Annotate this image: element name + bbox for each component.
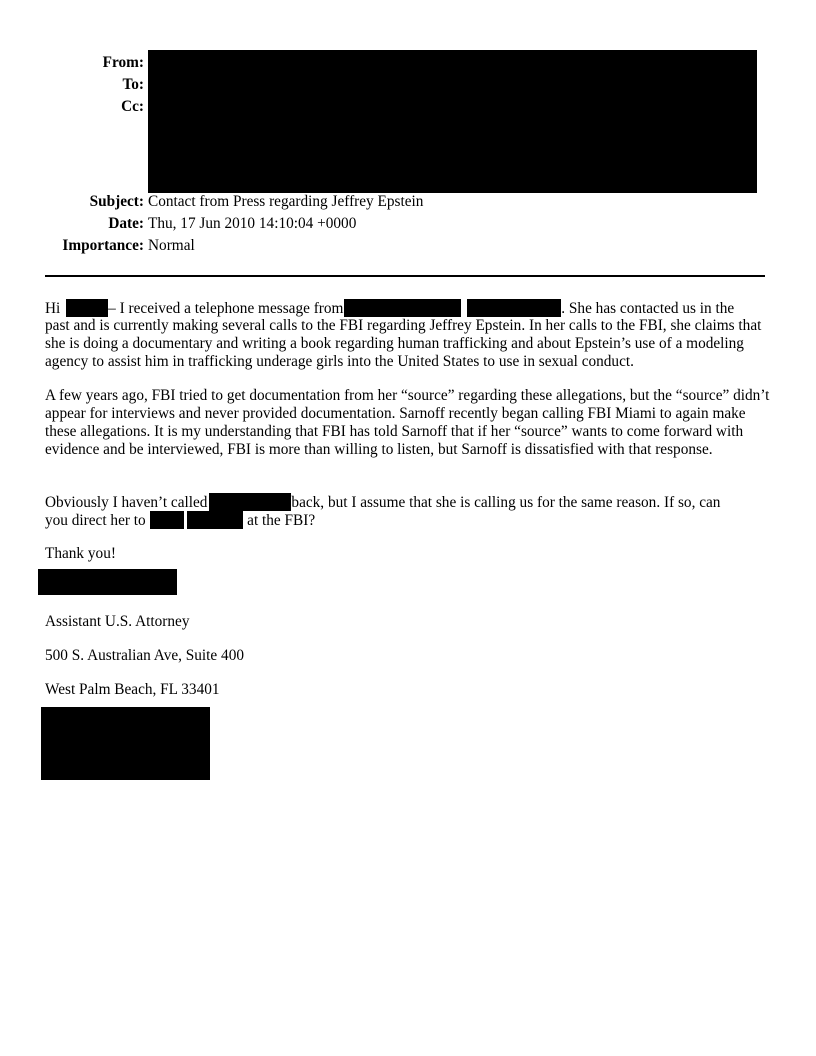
subject-label: Subject:	[89, 193, 144, 210]
redaction-caller-surname	[209, 493, 291, 511]
p1-segment-1: – I received a telephone message from	[108, 300, 344, 317]
p3-segment-4: at the FBI?	[247, 512, 316, 529]
from-label: From:	[102, 54, 144, 71]
paragraph-1-rest: past and is currently making several calls to the FBI regarding Jeffrey Epstein. In her calls to the FBI, she claims that she is doing a documentary and writing a book regarding human trafficking and about Epstein’s use of a modeling agency to assist him in trafficking underage girls into the United States to use in sexual conduct.	[45, 317, 762, 370]
paragraph-3-line-2	[45, 511, 315, 530]
redaction-caller-name	[344, 299, 461, 317]
subject-value: Contact from Press regarding Jeffrey Epstein	[148, 193, 424, 210]
signature-title: Assistant U.S. Attorney	[45, 613, 190, 630]
redaction-sender-name	[38, 569, 177, 595]
redaction-caller-affiliation	[467, 299, 561, 317]
p3-segment-3: you direct her to	[45, 512, 146, 529]
signature-address-line-1: 500 S. Australian Ave, Suite 400	[45, 647, 244, 664]
redaction-contact-details	[41, 707, 210, 780]
thank-you-text: Thank you!	[45, 545, 116, 562]
p1-segment-2: . She has contacted us in the	[561, 300, 735, 317]
paragraph-2: A few years ago, FBI tried to get documentation from her “source” regarding these allegations, but the “source” didn’t appear for interviews and never provided documentation. Sarnoff recently began calling FBI Miami to again make these allegations. It is my understanding that FBI has told Sarnoff that if her “source” wants to come forward with evidence and be interviewed, FBI is more than willing to listen, but Sarnoff is dissatisfied with that response.	[45, 387, 770, 458]
redaction-recipients	[148, 50, 757, 193]
p3-segment-2: back, but I assume that she is calling us for the same reason. If so, can	[291, 494, 721, 511]
greeting-text: Hi	[45, 300, 61, 317]
redaction-agent-last-name	[187, 511, 243, 529]
importance-label: Importance:	[62, 237, 144, 254]
signature-address-line-2: West Palm Beach, FL 33401	[45, 681, 220, 698]
redaction-agent-first-name	[150, 511, 184, 529]
date-value: Thu, 17 Jun 2010 14:10:04 +0000	[148, 215, 357, 232]
header-divider	[45, 275, 765, 277]
paragraph-3-line-1	[45, 493, 720, 512]
paragraph-1-first-line	[45, 299, 734, 318]
redaction-recipient-name	[66, 299, 108, 317]
to-label: To:	[122, 76, 144, 93]
cc-label: Cc:	[121, 98, 144, 115]
p3-segment-1: Obviously I haven’t called	[45, 494, 208, 511]
date-label: Date:	[108, 215, 144, 232]
importance-value: Normal	[148, 237, 195, 254]
